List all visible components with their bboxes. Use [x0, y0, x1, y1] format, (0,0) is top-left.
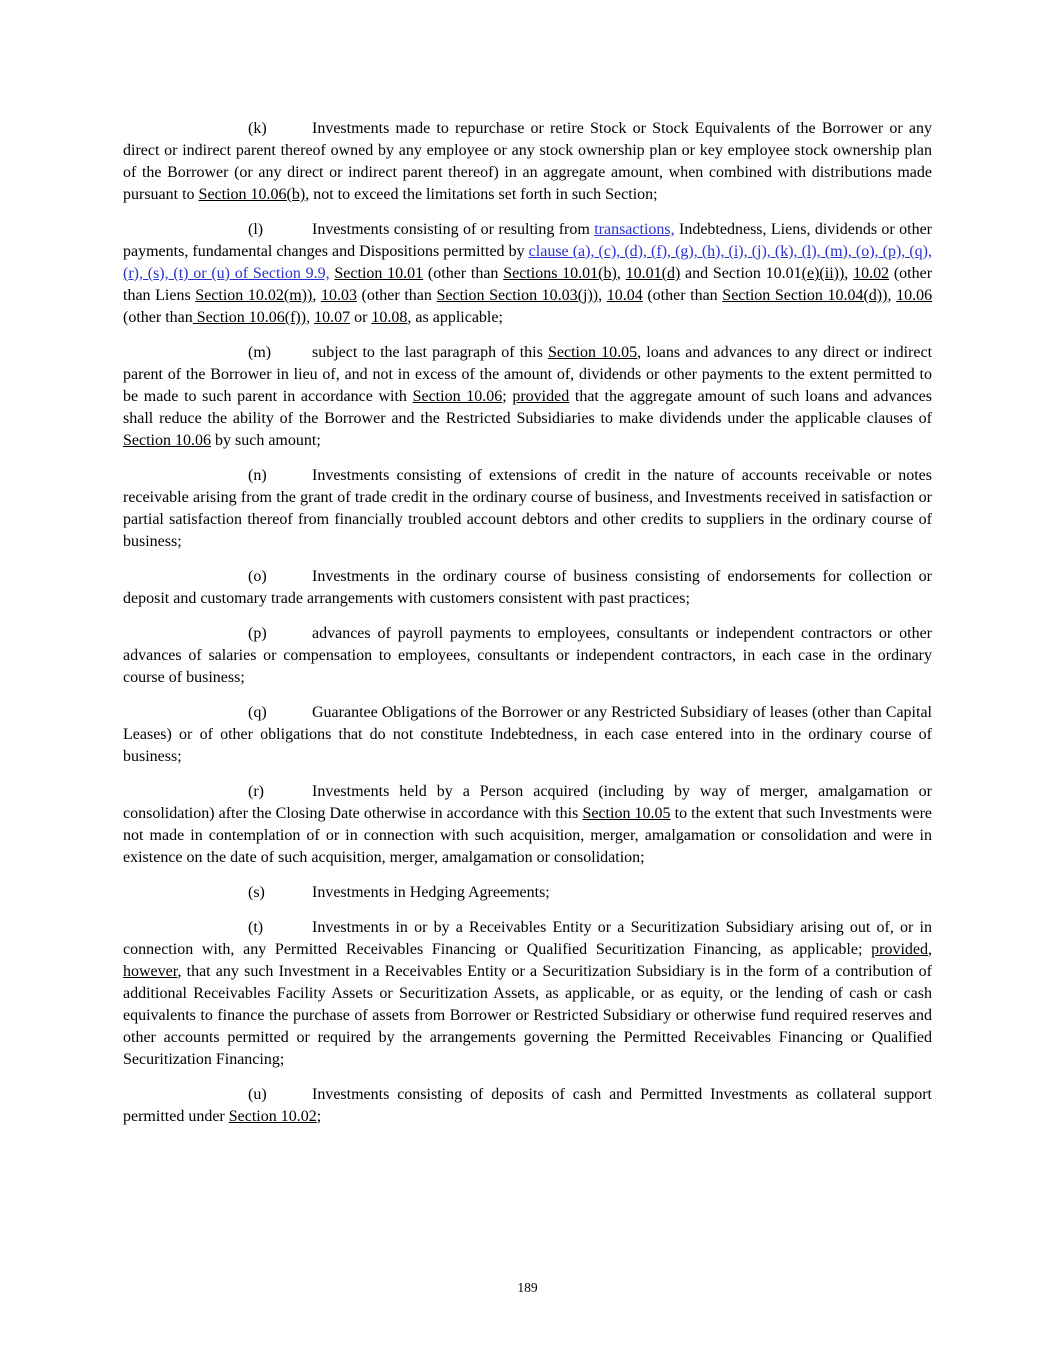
- paragraph: [123, 465, 932, 553]
- text-run: ,: [844, 265, 854, 282]
- section-reference: Section 10.01: [334, 265, 424, 282]
- text-run: (other than: [123, 309, 193, 326]
- hyperlink[interactable]: clause (a), (c), (d), (f), (g), (h), (i), (j), (k), (l), (m), (o), (p), (q), (r), (s), (t) or (u) of Section 9.9,: [123, 243, 932, 282]
- text-run: Investments consisting of deposits of cash and Permitted Investments as collateral support permitted under: [123, 1086, 932, 1125]
- section-reference: Section 10.06: [123, 432, 211, 449]
- text-run: Investments held by a Person acquired (including by way of merger, amalgamation or consolidation) after the Closing Date otherwise in accordance with this: [123, 783, 932, 822]
- section-reference: Section 10.06: [412, 388, 503, 405]
- section-reference: Sections 10.01(b): [503, 265, 617, 282]
- section-reference: 10.04: [606, 287, 643, 304]
- text-run: to the extent that such Investments were not made in contemplation of or in connection with such acquisition, merger, amalgamation or consolidation and were in existence on the date of such acquisition, merger, amalgamation or consolidation;: [123, 805, 933, 866]
- paragraph-label: (o): [248, 568, 267, 585]
- section-reference: Section Section 10.04(d)): [722, 287, 888, 304]
- hyperlink[interactable]: transactions,: [594, 221, 675, 238]
- section-reference: provided: [871, 941, 928, 958]
- section-reference: Section Section 10.03(j)): [436, 287, 599, 304]
- text-run: , loans and advances to any direct or indirect parent of the Borrower in lieu of, and not in excess of the amount of, dividends or other payments to the extent permitted to be made to such parent in accordance with: [123, 344, 933, 405]
- paragraph-label: (r): [248, 783, 264, 800]
- text-run: advances of payroll payments to employees, consultants or independent contractors or other advances of salaries or compensation to employees, consultants or independent contractors, in each case in the ordinary course of business;: [123, 625, 932, 686]
- section-reference: 10.06: [896, 287, 933, 304]
- text-run: ,: [928, 941, 932, 958]
- section-reference: 10.01(d): [625, 265, 681, 282]
- text-run: Investments consisting of extensions of credit in the nature of accounts receivable or notes receivable arising from the grant of trade credit in the ordinary course of business, and Investments received in satisfaction or partial satisfaction thereof from financially troubled account debtors and other credits to suppliers in the ordinary course of business;: [123, 467, 932, 550]
- paragraph: [123, 219, 932, 329]
- paragraph-label: (u): [248, 1086, 267, 1103]
- section-reference: Section 10.05: [547, 344, 638, 361]
- text-run: (other than: [642, 287, 723, 304]
- text-run: ;: [502, 388, 513, 405]
- text-run: ,: [887, 287, 897, 304]
- section-reference: provided: [512, 388, 570, 405]
- text-run: that the aggregate amount of such loans and advances shall reduce the ability of the Borrower and the Restricted Subsidiaries to make dividends under the applicable clauses of: [123, 388, 932, 427]
- section-reference: 10.08: [371, 309, 408, 326]
- paragraph: [123, 623, 932, 689]
- paragraph: [123, 118, 932, 206]
- text-run: Investments in or by a Receivables Entity or a Securitization Subsidiary arising out of, or in connection with, any Permitted Receivables Financing or Qualified Securitization Financing, as applicable;: [123, 919, 932, 958]
- text-run: ,: [598, 287, 607, 304]
- paragraph-label: (q): [248, 704, 267, 721]
- text-run: (other than Liens: [123, 265, 933, 304]
- paragraph-label: (p): [248, 625, 267, 642]
- paragraph: [123, 342, 932, 452]
- text-run: Guarantee Obligations of the Borrower or any Restricted Subsidiary of leases (other than Capital Leases) or of other obligations that do not constitute Indebtedness, in each case entered into in the ordinary course of business;: [123, 704, 932, 765]
- text-run: or: [350, 309, 372, 326]
- text-run: ,: [306, 309, 315, 326]
- text-run: Investments consisting of or resulting from: [312, 221, 595, 238]
- section-reference: 10.07: [314, 309, 351, 326]
- paragraph-label: (l): [248, 221, 264, 238]
- section-reference: Section 10.06(f)): [192, 309, 307, 326]
- text-run: Investments in Hedging Agreements;: [312, 884, 550, 901]
- text-run: (other than: [356, 287, 437, 304]
- paragraph-label: (n): [248, 467, 267, 484]
- paragraph: [123, 566, 932, 610]
- text-run: subject to the last paragraph of this: [312, 344, 548, 361]
- section-reference: Section 10.05: [582, 805, 671, 822]
- text-run: ,: [616, 265, 626, 282]
- paragraph: [123, 781, 932, 869]
- section-reference: 10.02: [853, 265, 890, 282]
- text-run: Investments made to repurchase or retire Stock or Stock Equivalents of the Borrower or any direct or indirect parent thereof owned by any employee or any stock ownership plan or key employee stock ownership plan of the Borrower (or any direct or indirect parent thereof) in an aggregate amount, when combined with distributions made pursuant to: [123, 120, 932, 203]
- text-run: and Section 10.01: [680, 265, 802, 282]
- paragraph: [123, 702, 932, 768]
- page-number: 189: [517, 1280, 538, 1295]
- section-reference: 10.03: [320, 287, 357, 304]
- paragraph: [123, 917, 932, 1071]
- text-run: (other than: [423, 265, 504, 282]
- section-reference: however: [123, 963, 178, 980]
- text-run: by such amount;: [211, 432, 321, 449]
- text-run: Investments in the ordinary course of business consisting of endorsements for collection or deposit and customary trade arrangements with customers consistent with past practices;: [123, 568, 932, 607]
- paragraph: [123, 882, 932, 904]
- section-reference: (e)(ii)): [801, 265, 845, 282]
- paragraph-label: (m): [248, 344, 272, 361]
- text-run: , that any such Investment in a Receivables Entity or a Securitization Subsidiary is in the form of a contribution of additional Receivables Facility Assets or Securitization Assets, as applicable, or as equity, or the lending of cash or cash equivalents to finance the purchase of assets from Borrower or Restricted Subsidiary or otherwise fund required reserves and other accounts permitted or required by the arrangements governing the Permitted Receivables Financing or Qualified Securitization Financing;: [123, 963, 932, 1068]
- document-body: [123, 118, 932, 1141]
- paragraph: [123, 1084, 932, 1128]
- paragraph-label: (s): [248, 884, 265, 901]
- text-run: Indebtedness, Liens, dividends or other payments, fundamental changes and Dispositions permitted by: [123, 221, 932, 260]
- paragraph-label: (t): [248, 919, 264, 936]
- text-run: ;: [316, 1108, 322, 1125]
- section-reference: Section 10.02: [228, 1108, 317, 1125]
- text-run: , not to exceed the limitations set forth in such Section;: [305, 186, 658, 203]
- section-reference: Section 10.02(m)): [195, 287, 313, 304]
- text-run: ,: [312, 287, 321, 304]
- section-reference: Section 10.06(b): [198, 186, 306, 203]
- paragraph-label: (k): [248, 120, 267, 137]
- text-run: , as applicable;: [407, 309, 503, 326]
